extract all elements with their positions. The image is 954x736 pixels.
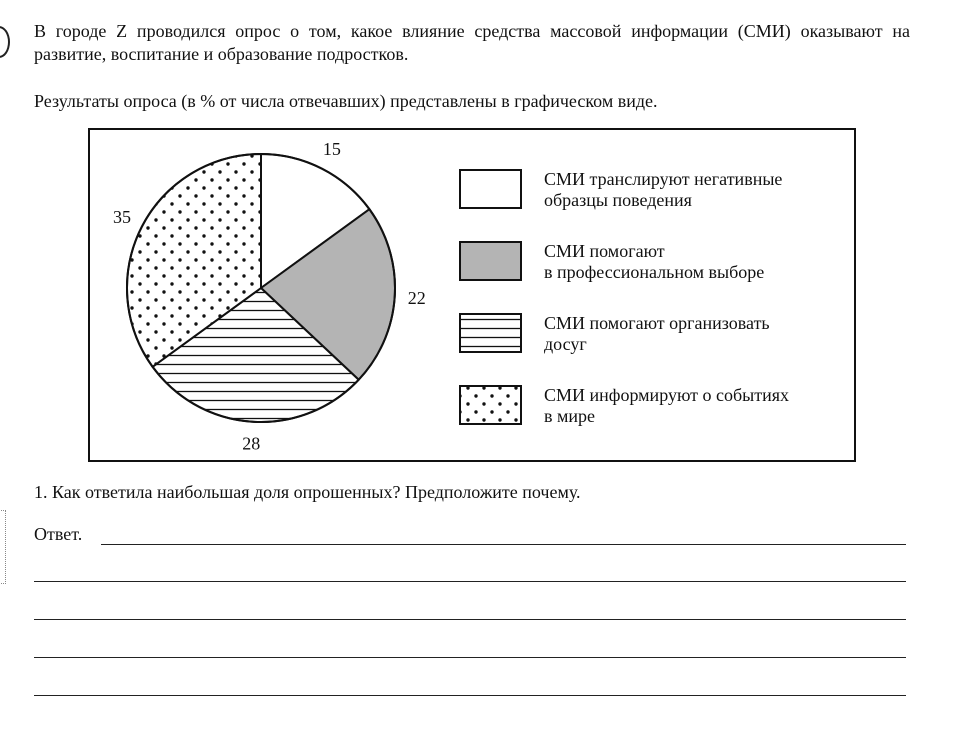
answer-line[interactable]	[34, 695, 906, 696]
results-text: Результаты опроса (в % от числа отвечавших) представлены в графическом виде.	[34, 91, 658, 111]
legend-swatch	[460, 314, 521, 352]
legend-swatch	[460, 386, 521, 424]
answer-label: Ответ.	[34, 524, 83, 544]
margin-box-decoration	[0, 510, 6, 584]
slice-value-label: 15	[322, 139, 341, 160]
slice-value-label: 35	[113, 207, 132, 228]
legend-label: в профессиональном выборе	[544, 262, 765, 282]
legend-label: СМИ информируют о событиях	[544, 385, 790, 405]
slice-value-label: 28	[242, 433, 261, 454]
legend-swatch	[460, 170, 521, 208]
legend-swatch	[460, 242, 521, 280]
legend-label: СМИ помогают организовать	[544, 313, 770, 333]
answer-line[interactable]	[34, 657, 906, 658]
legend-label: в мире	[544, 406, 596, 426]
answer-line[interactable]	[34, 581, 906, 582]
question-text: 1. Как ответила наибольшая доля опрошенных? Предположите почему.	[34, 482, 581, 502]
answer-line[interactable]	[101, 544, 906, 545]
slice-value-label: 22	[407, 287, 426, 308]
legend-label: досуг	[544, 334, 587, 354]
legend-label: СМИ помогают	[544, 241, 665, 261]
answer-line[interactable]	[34, 619, 906, 620]
legend-label: образцы поведения	[544, 190, 692, 210]
legend-label: СМИ транслируют негативные	[544, 169, 783, 189]
intro-text: В городе Z проводился опрос о том, какое влияние средства массовой информации (СМИ) оказывают на развитие, воспитание и образование подростков.	[34, 21, 910, 64]
